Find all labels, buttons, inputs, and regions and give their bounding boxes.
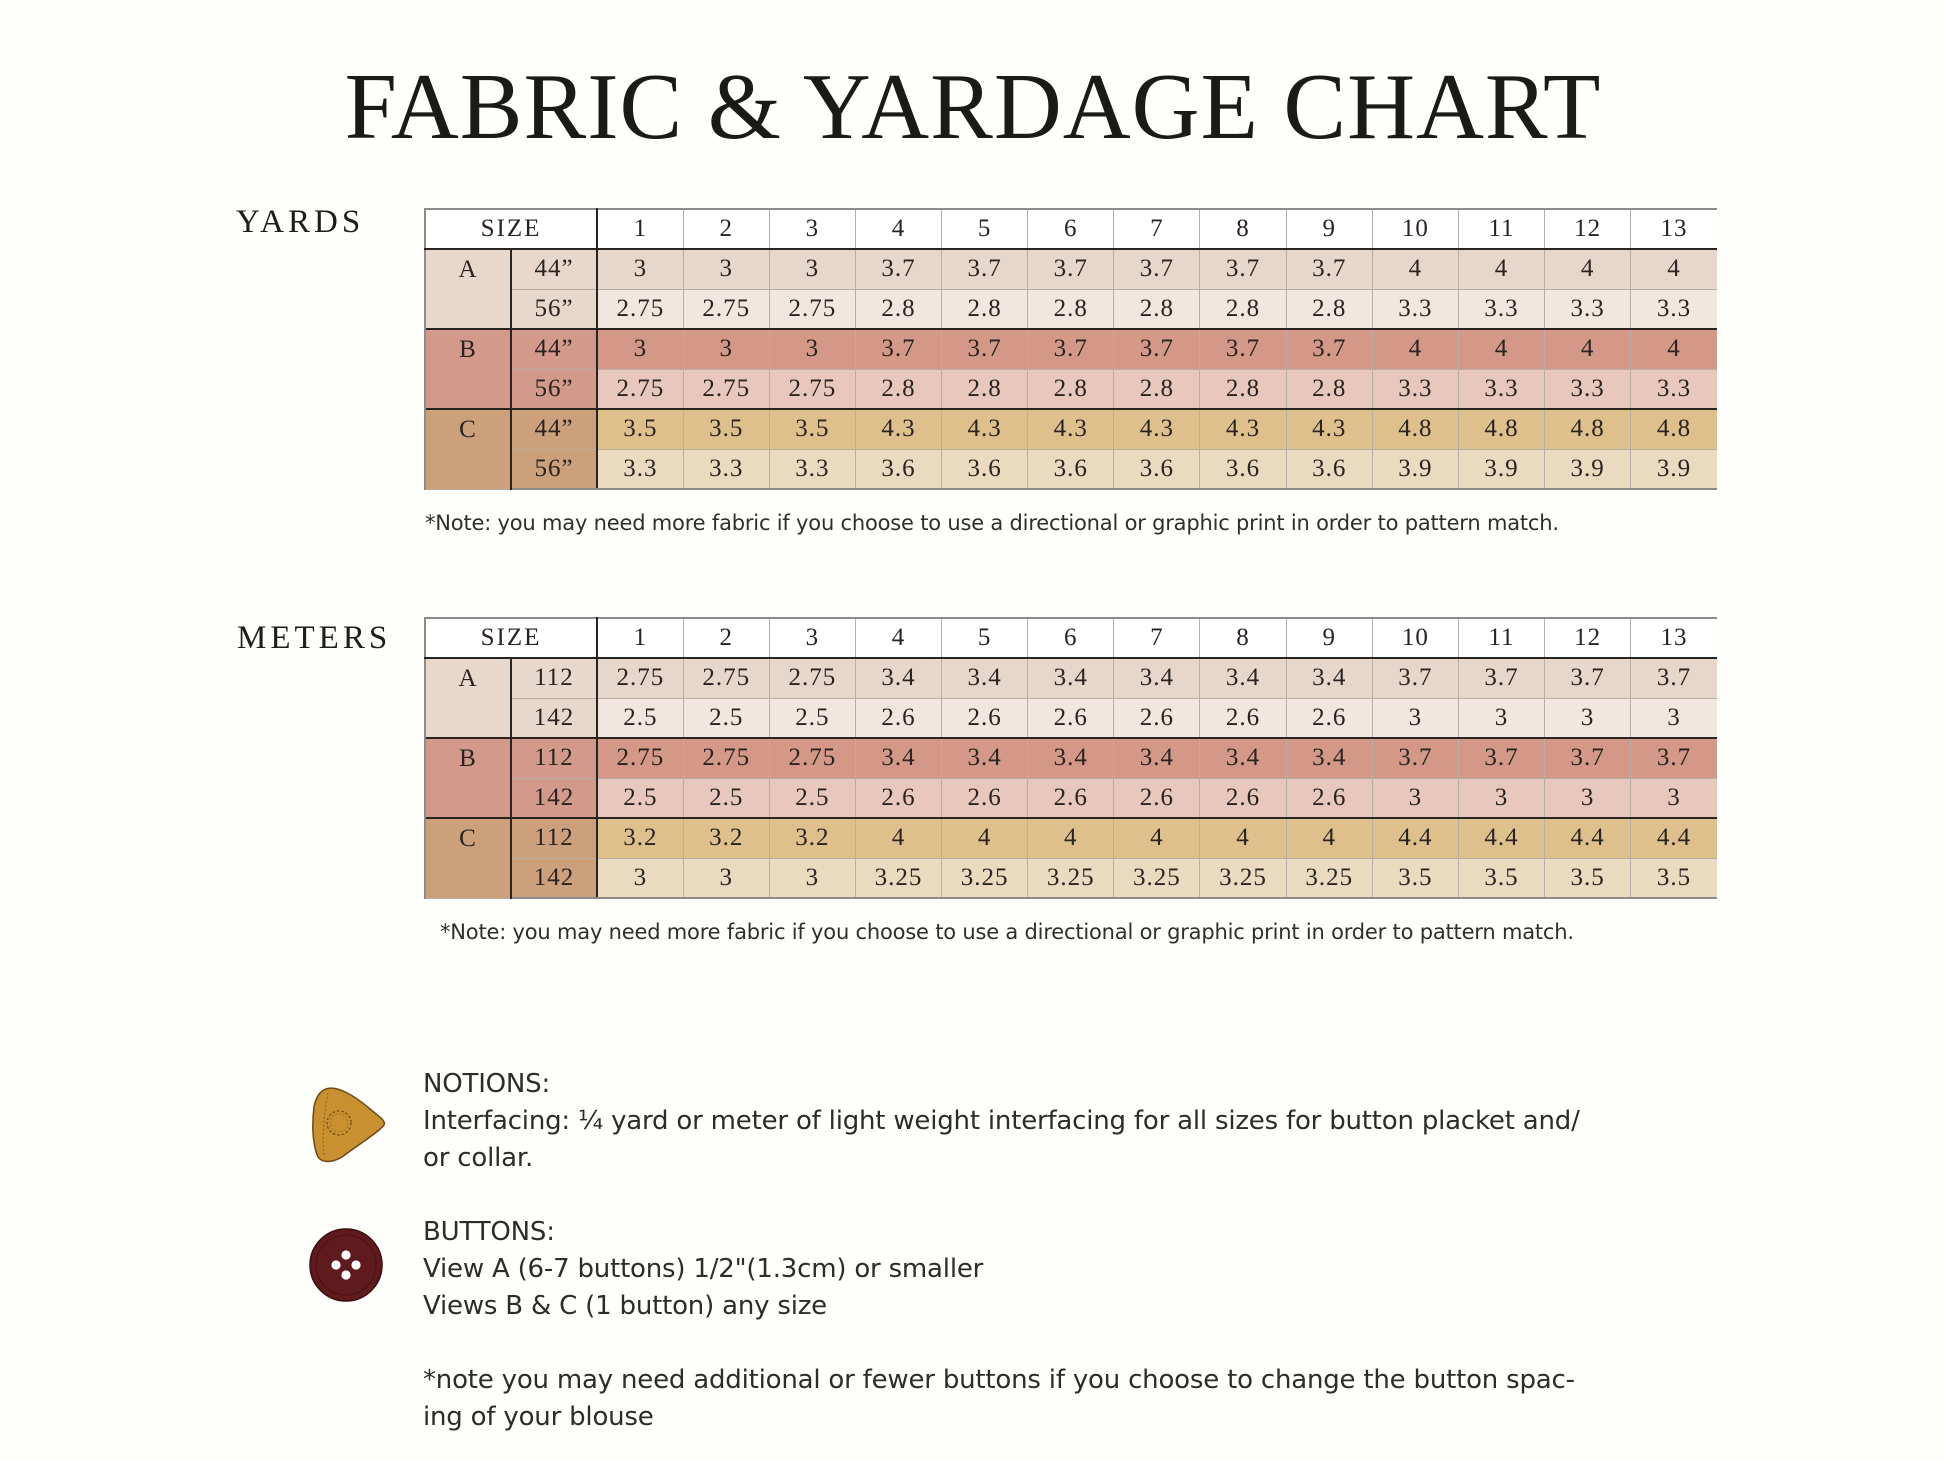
yardage-value-cell: 3.4 bbox=[1286, 658, 1372, 698]
yardage-value-cell: 2.5 bbox=[683, 778, 769, 818]
yardage-value-cell: 3.4 bbox=[855, 658, 941, 698]
yardage-value-cell: 3.4 bbox=[855, 738, 941, 778]
table-row bbox=[425, 409, 1717, 449]
yardage-value-cell: 3.7 bbox=[942, 249, 1028, 289]
yardage-value-cell: 3.6 bbox=[942, 449, 1028, 489]
yardage-value-cell: 4 bbox=[1458, 329, 1544, 369]
table-row bbox=[425, 449, 1717, 489]
yardage-value-cell: 2.8 bbox=[1286, 369, 1372, 409]
yardage-value-cell: 2.75 bbox=[683, 658, 769, 698]
size-col-header: 6 bbox=[1028, 618, 1114, 658]
yardage-value-cell: 3.2 bbox=[597, 818, 683, 858]
yardage-value-cell: 3.7 bbox=[1372, 658, 1458, 698]
yardage-value-cell: 3.7 bbox=[1200, 249, 1286, 289]
yardage-value-cell: 4 bbox=[1545, 249, 1631, 289]
yardage-value-cell: 4 bbox=[1458, 249, 1544, 289]
notions-section bbox=[423, 1066, 1663, 1436]
yardage-value-cell: 2.75 bbox=[683, 289, 769, 329]
interfacing-line-1: Interfacing: ¼ yard or meter of light weight interfacing for all sizes for button placket and/ bbox=[423, 1106, 1580, 1136]
yardage-value-cell: 3.6 bbox=[1028, 449, 1114, 489]
table-header-row bbox=[425, 618, 1717, 658]
yardage-value-cell: 2.6 bbox=[1114, 698, 1200, 738]
meters-table bbox=[424, 617, 1717, 899]
yardage-value-cell: 2.8 bbox=[1114, 369, 1200, 409]
fabric-width-cell: 112 bbox=[511, 738, 597, 778]
yardage-value-cell: 3.7 bbox=[1545, 738, 1631, 778]
size-col-header: 8 bbox=[1200, 209, 1286, 249]
yardage-value-cell: 2.6 bbox=[1286, 698, 1372, 738]
view-label-cell: C bbox=[425, 818, 511, 898]
yardage-value-cell: 3 bbox=[1458, 778, 1544, 818]
yardage-value-cell: 3.7 bbox=[1200, 329, 1286, 369]
yardage-value-cell: 3.5 bbox=[1631, 858, 1717, 898]
yardage-value-cell: 4 bbox=[1631, 249, 1717, 289]
size-col-header: 7 bbox=[1114, 209, 1200, 249]
table-row bbox=[425, 658, 1717, 698]
yardage-value-cell: 3.3 bbox=[1458, 369, 1544, 409]
yardage-value-cell: 4.3 bbox=[942, 409, 1028, 449]
yardage-value-cell: 2.8 bbox=[855, 369, 941, 409]
yardage-value-cell: 3.4 bbox=[1028, 658, 1114, 698]
yardage-value-cell: 3.25 bbox=[1114, 858, 1200, 898]
table-row bbox=[425, 369, 1717, 409]
yardage-value-cell: 3.5 bbox=[1458, 858, 1544, 898]
yardage-value-cell: 3 bbox=[1545, 778, 1631, 818]
yardage-value-cell: 3.4 bbox=[1200, 738, 1286, 778]
yardage-value-cell: 3.3 bbox=[1545, 369, 1631, 409]
yardage-value-cell: 4 bbox=[1631, 329, 1717, 369]
size-col-header: 3 bbox=[769, 618, 855, 658]
yardage-value-cell: 2.8 bbox=[1028, 289, 1114, 329]
yardage-value-cell: 4 bbox=[1372, 249, 1458, 289]
yardage-value-cell: 4.4 bbox=[1372, 818, 1458, 858]
fabric-width-cell: 44” bbox=[511, 249, 597, 289]
yardage-value-cell: 2.8 bbox=[942, 289, 1028, 329]
yardage-value-cell: 2.75 bbox=[769, 658, 855, 698]
yardage-value-cell: 2.8 bbox=[942, 369, 1028, 409]
view-label-cell: B bbox=[425, 738, 511, 818]
yardage-value-cell: 3.7 bbox=[1028, 329, 1114, 369]
yardage-value-cell: 4 bbox=[1372, 329, 1458, 369]
yardage-value-cell: 3.4 bbox=[942, 738, 1028, 778]
yardage-value-cell: 3.6 bbox=[1114, 449, 1200, 489]
size-col-header: 12 bbox=[1545, 209, 1631, 249]
fabric-width-cell: 56” bbox=[511, 369, 597, 409]
size-col-header: 7 bbox=[1114, 618, 1200, 658]
yardage-value-cell: 3.4 bbox=[1114, 658, 1200, 698]
yardage-value-cell: 2.5 bbox=[769, 698, 855, 738]
buttons-note-line-2: ing of your blouse bbox=[423, 1402, 654, 1432]
size-col-header: 11 bbox=[1458, 618, 1544, 658]
yardage-value-cell: 3.7 bbox=[1028, 249, 1114, 289]
table-row bbox=[425, 818, 1717, 858]
yardage-value-cell: 3 bbox=[1545, 698, 1631, 738]
yardage-value-cell: 3 bbox=[597, 329, 683, 369]
yardage-value-cell: 4.3 bbox=[855, 409, 941, 449]
yardage-value-cell: 3.25 bbox=[1286, 858, 1372, 898]
yardage-value-cell: 3.7 bbox=[1545, 658, 1631, 698]
yardage-value-cell: 3.9 bbox=[1372, 449, 1458, 489]
yardage-value-cell: 3.3 bbox=[1372, 369, 1458, 409]
table-row bbox=[425, 698, 1717, 738]
fabric-width-cell: 112 bbox=[511, 818, 597, 858]
yardage-value-cell: 4.8 bbox=[1631, 409, 1717, 449]
yardage-value-cell: 4.3 bbox=[1200, 409, 1286, 449]
fabric-width-cell: 56” bbox=[511, 289, 597, 329]
yardage-value-cell: 4 bbox=[1114, 818, 1200, 858]
size-col-header: 2 bbox=[683, 209, 769, 249]
yardage-value-cell: 3.7 bbox=[1458, 658, 1544, 698]
yardage-value-cell: 2.5 bbox=[769, 778, 855, 818]
yardage-value-cell: 3.7 bbox=[1286, 249, 1372, 289]
buttons-views-bc: Views B & C (1 button) any size bbox=[423, 1291, 827, 1321]
size-col-header: 9 bbox=[1286, 209, 1372, 249]
yardage-value-cell: 4 bbox=[942, 818, 1028, 858]
yardage-value-cell: 3.7 bbox=[1114, 249, 1200, 289]
yardage-value-cell: 3 bbox=[597, 858, 683, 898]
tailors-chalk-icon bbox=[308, 1083, 388, 1165]
yardage-value-cell: 4.4 bbox=[1631, 818, 1717, 858]
yardage-value-cell: 2.5 bbox=[597, 778, 683, 818]
page-title: FABRIC & YARDAGE CHART bbox=[344, 55, 1602, 159]
yardage-value-cell: 3 bbox=[683, 249, 769, 289]
yardage-value-cell: 4.4 bbox=[1545, 818, 1631, 858]
yardage-value-cell: 2.6 bbox=[942, 698, 1028, 738]
yardage-value-cell: 2.75 bbox=[597, 738, 683, 778]
yardage-value-cell: 2.5 bbox=[597, 698, 683, 738]
yardage-value-cell: 3.7 bbox=[942, 329, 1028, 369]
yardage-value-cell: 3 bbox=[683, 858, 769, 898]
yardage-value-cell: 4.8 bbox=[1458, 409, 1544, 449]
yardage-value-cell: 3 bbox=[1631, 778, 1717, 818]
yardage-value-cell: 3 bbox=[1631, 698, 1717, 738]
yardage-value-cell: 2.6 bbox=[855, 778, 941, 818]
yardage-value-cell: 4.3 bbox=[1114, 409, 1200, 449]
yardage-value-cell: 3.4 bbox=[1028, 738, 1114, 778]
fabric-width-cell: 44” bbox=[511, 409, 597, 449]
yardage-value-cell: 3.5 bbox=[1545, 858, 1631, 898]
yardage-value-cell: 4 bbox=[855, 818, 941, 858]
size-col-header: 6 bbox=[1028, 209, 1114, 249]
yardage-value-cell: 3 bbox=[597, 249, 683, 289]
yardage-value-cell: 3.3 bbox=[1545, 289, 1631, 329]
size-col-header: 4 bbox=[855, 209, 941, 249]
view-label-cell: C bbox=[425, 409, 511, 489]
size-col-header: 4 bbox=[855, 618, 941, 658]
yardage-value-cell: 3.2 bbox=[769, 818, 855, 858]
spacer bbox=[423, 1177, 1663, 1214]
yardage-value-cell: 3 bbox=[1372, 778, 1458, 818]
yardage-value-cell: 3.25 bbox=[1028, 858, 1114, 898]
yardage-value-cell: 2.6 bbox=[855, 698, 941, 738]
table-row bbox=[425, 738, 1717, 778]
yardage-value-cell: 2.75 bbox=[597, 289, 683, 329]
yardage-value-cell: 3 bbox=[769, 329, 855, 369]
view-label-cell: B bbox=[425, 329, 511, 409]
yardage-value-cell: 2.6 bbox=[1028, 698, 1114, 738]
yardage-value-cell: 3.3 bbox=[1631, 289, 1717, 329]
yardage-value-cell: 2.75 bbox=[769, 369, 855, 409]
yardage-value-cell: 3 bbox=[1458, 698, 1544, 738]
yardage-value-cell: 3.5 bbox=[769, 409, 855, 449]
yardage-value-cell: 2.8 bbox=[1200, 369, 1286, 409]
yardage-value-cell: 2.8 bbox=[1200, 289, 1286, 329]
yardage-value-cell: 2.8 bbox=[1114, 289, 1200, 329]
yardage-value-cell: 3.5 bbox=[597, 409, 683, 449]
size-col-header: 9 bbox=[1286, 618, 1372, 658]
size-col-header: 8 bbox=[1200, 618, 1286, 658]
yardage-value-cell: 4 bbox=[1545, 329, 1631, 369]
size-header: SIZE bbox=[425, 209, 597, 249]
size-col-header: 10 bbox=[1372, 209, 1458, 249]
yardage-value-cell: 3.5 bbox=[1372, 858, 1458, 898]
table-header-row bbox=[425, 209, 1717, 249]
notions-heading: NOTIONS: bbox=[423, 1069, 551, 1099]
spacer bbox=[423, 1325, 1663, 1362]
yardage-value-cell: 3.7 bbox=[1286, 329, 1372, 369]
table-row bbox=[425, 289, 1717, 329]
yardage-value-cell: 2.75 bbox=[683, 369, 769, 409]
table-row bbox=[425, 329, 1717, 369]
size-col-header: 1 bbox=[597, 209, 683, 249]
interfacing-line-2: or collar. bbox=[423, 1143, 534, 1173]
yards-section-label: YARDS bbox=[236, 204, 365, 240]
yardage-value-cell: 2.6 bbox=[1286, 778, 1372, 818]
size-col-header: 10 bbox=[1372, 618, 1458, 658]
yardage-value-cell: 3.4 bbox=[1286, 738, 1372, 778]
yardage-value-cell: 3.9 bbox=[1458, 449, 1544, 489]
yardage-value-cell: 3.6 bbox=[1200, 449, 1286, 489]
yardage-value-cell: 3.3 bbox=[1372, 289, 1458, 329]
table-row bbox=[425, 858, 1717, 898]
fabric-width-cell: 56” bbox=[511, 449, 597, 489]
fabric-width-cell: 112 bbox=[511, 658, 597, 698]
size-col-header: 11 bbox=[1458, 209, 1544, 249]
yardage-value-cell: 3.5 bbox=[683, 409, 769, 449]
yardage-value-cell: 3.9 bbox=[1545, 449, 1631, 489]
yardage-value-cell: 2.6 bbox=[1114, 778, 1200, 818]
yardage-value-cell: 3.4 bbox=[942, 658, 1028, 698]
size-col-header: 1 bbox=[597, 618, 683, 658]
yardage-value-cell: 2.75 bbox=[683, 738, 769, 778]
fabric-width-cell: 142 bbox=[511, 698, 597, 738]
yardage-value-cell: 3 bbox=[683, 329, 769, 369]
yards-note: *Note: you may need more fabric if you choose to use a directional or graphic print in order to pattern match. bbox=[425, 511, 1559, 535]
yardage-value-cell: 3.6 bbox=[1286, 449, 1372, 489]
yardage-value-cell: 3.7 bbox=[1458, 738, 1544, 778]
yardage-value-cell: 3.4 bbox=[1114, 738, 1200, 778]
yardage-value-cell: 3.7 bbox=[1372, 738, 1458, 778]
sewing-button-icon bbox=[309, 1228, 383, 1302]
yardage-value-cell: 3.3 bbox=[597, 449, 683, 489]
size-col-header: 3 bbox=[769, 209, 855, 249]
yardage-value-cell: 2.6 bbox=[1200, 778, 1286, 818]
yardage-value-cell: 2.6 bbox=[1200, 698, 1286, 738]
yardage-value-cell: 3.6 bbox=[855, 449, 941, 489]
size-col-header: 13 bbox=[1631, 618, 1717, 658]
yardage-value-cell: 2.6 bbox=[942, 778, 1028, 818]
size-col-header: 5 bbox=[942, 209, 1028, 249]
yardage-value-cell: 3.25 bbox=[855, 858, 941, 898]
yardage-value-cell: 3.3 bbox=[1631, 369, 1717, 409]
size-col-header: 2 bbox=[683, 618, 769, 658]
yardage-value-cell: 2.75 bbox=[597, 369, 683, 409]
yardage-value-cell: 3.3 bbox=[1458, 289, 1544, 329]
yardage-value-cell: 2.75 bbox=[769, 289, 855, 329]
yardage-value-cell: 4.3 bbox=[1028, 409, 1114, 449]
buttons-view-a: View A (6-7 buttons) 1/2"(1.3cm) or smaller bbox=[423, 1254, 984, 1284]
yardage-value-cell: 3.7 bbox=[855, 329, 941, 369]
yardage-value-cell: 3.7 bbox=[1114, 329, 1200, 369]
yardage-value-cell: 4.8 bbox=[1545, 409, 1631, 449]
buttons-heading: BUTTONS: bbox=[423, 1217, 555, 1247]
yardage-value-cell: 4.4 bbox=[1458, 818, 1544, 858]
yardage-value-cell: 3.9 bbox=[1631, 449, 1717, 489]
yardage-value-cell: 3 bbox=[769, 249, 855, 289]
size-header: SIZE bbox=[425, 618, 597, 658]
yardage-value-cell: 3.7 bbox=[1631, 738, 1717, 778]
view-label-cell: A bbox=[425, 658, 511, 738]
yards-table bbox=[424, 208, 1717, 490]
view-label-cell: A bbox=[425, 249, 511, 329]
yardage-value-cell: 4 bbox=[1028, 818, 1114, 858]
yardage-value-cell: 3.7 bbox=[1631, 658, 1717, 698]
yardage-value-cell: 3.2 bbox=[683, 818, 769, 858]
size-col-header: 5 bbox=[942, 618, 1028, 658]
yardage-value-cell: 3 bbox=[769, 858, 855, 898]
yardage-value-cell: 3.25 bbox=[942, 858, 1028, 898]
yardage-value-cell: 4.8 bbox=[1372, 409, 1458, 449]
table-row bbox=[425, 778, 1717, 818]
size-col-header: 12 bbox=[1545, 618, 1631, 658]
yardage-value-cell: 3.3 bbox=[683, 449, 769, 489]
yardage-value-cell: 3.25 bbox=[1200, 858, 1286, 898]
yardage-value-cell: 3 bbox=[1372, 698, 1458, 738]
yardage-value-cell: 2.75 bbox=[769, 738, 855, 778]
yardage-value-cell: 3.7 bbox=[855, 249, 941, 289]
fabric-width-cell: 44” bbox=[511, 329, 597, 369]
yardage-value-cell: 4 bbox=[1286, 818, 1372, 858]
yardage-value-cell: 3.4 bbox=[1200, 658, 1286, 698]
yardage-value-cell: 2.75 bbox=[597, 658, 683, 698]
size-col-header: 13 bbox=[1631, 209, 1717, 249]
table-row bbox=[425, 249, 1717, 289]
buttons-note-line-1: *note you may need additional or fewer buttons if you choose to change the button spac- bbox=[423, 1365, 1575, 1395]
yardage-value-cell: 4.3 bbox=[1286, 409, 1372, 449]
yardage-value-cell: 2.8 bbox=[855, 289, 941, 329]
meters-section-label: METERS bbox=[237, 620, 392, 656]
fabric-width-cell: 142 bbox=[511, 858, 597, 898]
yardage-value-cell: 4 bbox=[1200, 818, 1286, 858]
yardage-value-cell: 3.3 bbox=[769, 449, 855, 489]
yardage-value-cell: 2.6 bbox=[1028, 778, 1114, 818]
fabric-width-cell: 142 bbox=[511, 778, 597, 818]
yardage-value-cell: 2.8 bbox=[1286, 289, 1372, 329]
yardage-value-cell: 2.5 bbox=[683, 698, 769, 738]
meters-note: *Note: you may need more fabric if you choose to use a directional or graphic print in order to pattern match. bbox=[440, 920, 1574, 944]
yardage-value-cell: 2.8 bbox=[1028, 369, 1114, 409]
